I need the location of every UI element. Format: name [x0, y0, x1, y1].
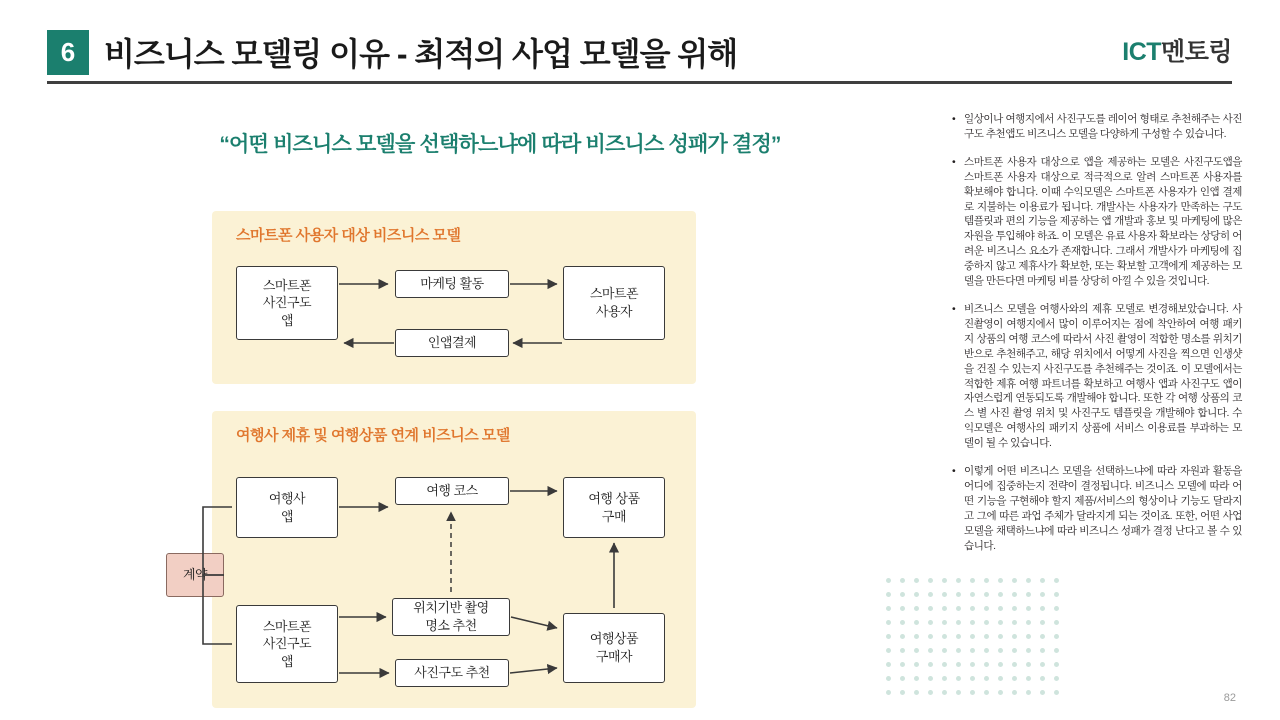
diagram-2-title: 여행사 제휴 및 여행상품 연계 비즈니스 모델 — [236, 427, 510, 444]
node-location-based-spot-recommendation — [392, 598, 510, 636]
node-travel-agency-app — [236, 477, 338, 538]
node-contract — [166, 553, 224, 597]
node-label: 마케팅 활동 — [420, 276, 484, 292]
node-label: 여행상품 구매자 — [589, 631, 639, 664]
diagram-1-title: 스마트폰 사용자 대상 비즈니스 모델 — [236, 227, 461, 244]
page-number: 82 — [1223, 692, 1236, 704]
decorative-dot-grid — [886, 578, 1068, 698]
node-marketing-activity — [395, 270, 509, 298]
node-label: 여행사 앱 — [268, 490, 306, 524]
node-label: 스마트폰 사진구도 앱 — [262, 618, 312, 669]
node-travel-course — [395, 477, 509, 505]
node-travel-product-buyer — [563, 613, 665, 683]
paragraph-4: • 이렇게 어떤 비즈니스 모델을 선택하느냐에 따라 자원과 활동을 어디에 집중하는지 전략이 결정됩니다. 비즈니스 모델에 따라 어떤 기능을 구현해야 할지 제품/서비스의 형상이나 기능도 달라지고 그에 따른 과업 주체가 달라지게 되는 것이죠. 또한, 어떤 사업 모델을 채택하느냐에 따라 비즈니스 성패가 결정 난다고 볼 수 있습니다. — [952, 464, 1242, 553]
node-label: 스마트폰 사진구도 앱 — [262, 277, 312, 328]
node-label: 여행 코스 — [426, 483, 478, 499]
node-in-app-payment — [395, 329, 509, 357]
brand-logo-primary: ICT — [1122, 38, 1162, 66]
node-label: 위치기반 촬영 명소 추천 — [413, 600, 489, 633]
node-label: 사진구도 추천 — [414, 665, 490, 681]
paragraph-1: • 일상이나 여행지에서 사진구도를 레이어 형태로 추천해주는 사진구도 추천앱도 비즈니스 모델을 다양하게 구성할 수 있습니다. — [952, 112, 1242, 142]
headline-quote: “어떤 비즈니스 모델을 선택하느냐에 따라 비즈니스 성패가 결정” — [219, 133, 781, 156]
explanation-text-column — [952, 112, 1242, 566]
header-divider — [47, 81, 1232, 84]
node-smartphone-photo-app-2 — [236, 605, 338, 683]
node-label: 인앱결제 — [427, 335, 477, 351]
page-title: 비즈니스 모델링 이유 - 최적의 사업 모델을 위해 — [104, 36, 738, 72]
slide-number-badge: 6 — [47, 30, 89, 75]
brand-logo-secondary: 멘토링 — [1161, 38, 1232, 66]
paragraph-2: • 스마트폰 사용자 대상으로 앱을 제공하는 모델은 사진구도앱을 스마트폰 사용자 대상으로 적극적으로 알려 스마트폰 사용자를 확보해야 합니다. 이때 수익모델은 스마트폰 사용자가 인앱 결제로 지불하는 이용료가 됩니다. 개발사는 사용자가 만족하는 구도 템플릿과 편의 기능을 제공하는 앱 개발과 홍보 및 마케팅에 많은 자원을 투입해야 하죠. 이 모델은 유료 사용자 확보라는 상당히 어려운 비즈니스 요소가 존재합니다. 그래서 개발사가 마케팅에 집중하지 않고 제휴사가 확보한, 또는 확보할 고객에게 제공하는 모델을 만든다면 마케팅 비를 상당히 아낄 수 있을 것입니다. — [952, 155, 1242, 289]
node-photo-composition-recommendation — [395, 659, 509, 687]
node-smartphone-photo-app-1 — [236, 266, 338, 340]
node-label: 여행 상품 구매 — [588, 490, 640, 524]
node-travel-product-purchase — [563, 477, 665, 538]
paragraph-3: • 비즈니스 모델을 여행사와의 제휴 모델로 변경해보았습니다. 사진촬영이 여행지에서 많이 이루어지는 점에 착안하여 여행 패키지 상품의 여행 코스에 따라서 사진 촬영이 적합한 명소를 위치기반으로 추천해주고, 해당 위치에서 어떻게 사진을 찍으면 인생샷을 건질 수 있는지 사진구도를 추천해주는 것이죠. 이 모델에서는 적합한 제휴 여행 파트너를 확보하고 여행사 앱과 사진구도 앱이 자연스럽게 연동되도록 개발해야 합니다. 또한 각 여행 상품의 코스 별 사진 촬영 위치 및 사진구도 템플릿을 개발해야 합니다. 수익모델은 여행사의 패키지 상품에 서비스 이용료를 부과하는 모델이 될 수 있습니다. — [952, 302, 1242, 451]
node-smartphone-user — [563, 266, 665, 340]
node-label: 계약 — [182, 567, 208, 583]
slide-header — [0, 0, 1280, 92]
brand-logo — [1122, 32, 1232, 68]
node-label: 스마트폰 사용자 — [589, 286, 639, 319]
